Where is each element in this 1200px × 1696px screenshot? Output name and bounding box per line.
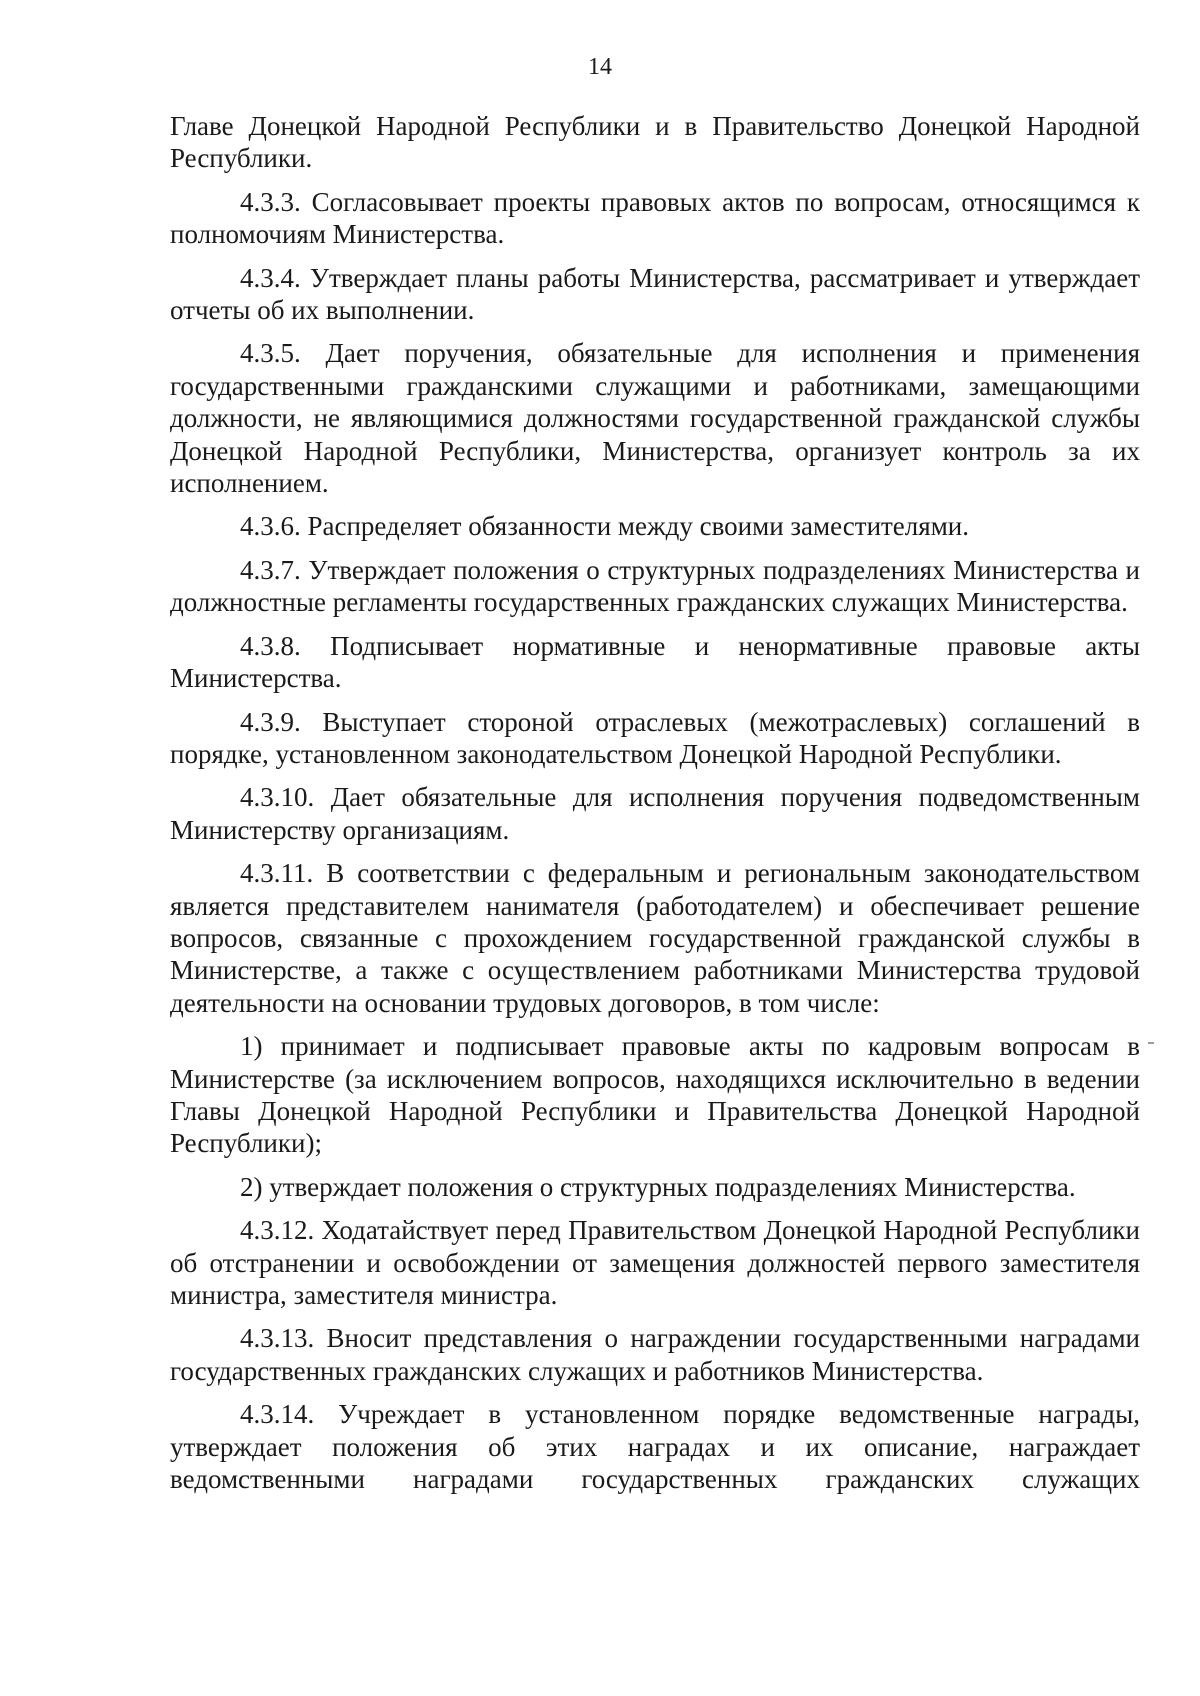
paragraph-4-3-8: 4.3.8. Подписывает нормативные и ненормативные правовые акты Министерства. [170, 630, 1140, 694]
paragraph-4-3-9: 4.3.9. Выступает стороной отраслевых (межотраслевых) соглашений в порядке, установленном законодательством Донецкой Народной Республики. [170, 706, 1140, 769]
page-number: 14 [588, 54, 612, 80]
paragraph-4-3-5: 4.3.5. Дает поручения, обязательные для исполнения и применения государственными гражданскими служащими и работниками, замещающими должности, не являющимися должностями государственной гражданской службы Донецкой Народной Республики, Министерства, организует контроль за их исполнением. [170, 338, 1140, 499]
paragraph-4-3-11-item-1: 1) принимает и подписывает правовые акты по кадровым вопросам в Министерстве (за исключением вопросов, находящихся исключительно в ведении Главы Донецкой Народной Республики и Правительства Донецкой Народной Республики); [170, 1031, 1140, 1159]
paragraph-4-3-11: 4.3.11. В соответствии с федеральным и региональным законодательством является представителем нанимателя (работодателем) и обеспечивает решение вопросов, связанные с прохождением государственной гражданской службы в Министерстве, а также с осуществлением работниками Министерства трудовой деятельности на основании трудовых договоров, в том числе: [170, 858, 1140, 1018]
paragraph-4-3-12: 4.3.12. Ходатайствует перед Правительством Донецкой Народной Республики об отстранении и освобождении от замещения должностей первого заместителя министра, заместителя министра. [170, 1215, 1140, 1310]
paragraph-4-3-3: 4.3.3. Согласовывает проекты правовых актов по вопросам, относящимся к полномочиям Министерства. [170, 186, 1140, 250]
scan-artifact-mark [1148, 1042, 1154, 1044]
paragraph-continuation: Главе Донецкой Народной Республики и в Правительство Донецкой Народной Республики. [170, 111, 1140, 174]
paragraph-4-3-4: 4.3.4. Утверждает планы работы Министерства, рассматривает и утверждает отчеты об их выполнении. [170, 262, 1140, 326]
paragraph-4-3-11-item-2: 2) утверждает положения о структурных подразделениях Министерства. [240, 1171, 1076, 1202]
paragraph-4-3-10: 4.3.10. Дает обязательные для исполнения поручения подведомственным Министерству организациям. [170, 782, 1140, 845]
paragraph-4-3-6: 4.3.6. Распределяет обязанности между своими заместителями. [240, 511, 969, 542]
paragraph-4-3-14: 4.3.14. Учреждает в установленном порядке ведомственные награды, утверждает положения об этих наградах и их описание, награждает ведомственными наградами государственных гражданских служащих [170, 1399, 1140, 1495]
document-body [170, 110, 1140, 1506]
paragraph-4-3-7: 4.3.7. Утверждает положения о структурных подразделениях Министерства и должностные регламенты государственных гражданских служащих Министерства. [170, 554, 1140, 618]
paragraph-4-3-13: 4.3.13. Вносит представления о награждении государственными наградами государственных гражданских служащих и работников Министерства. [170, 1323, 1140, 1386]
